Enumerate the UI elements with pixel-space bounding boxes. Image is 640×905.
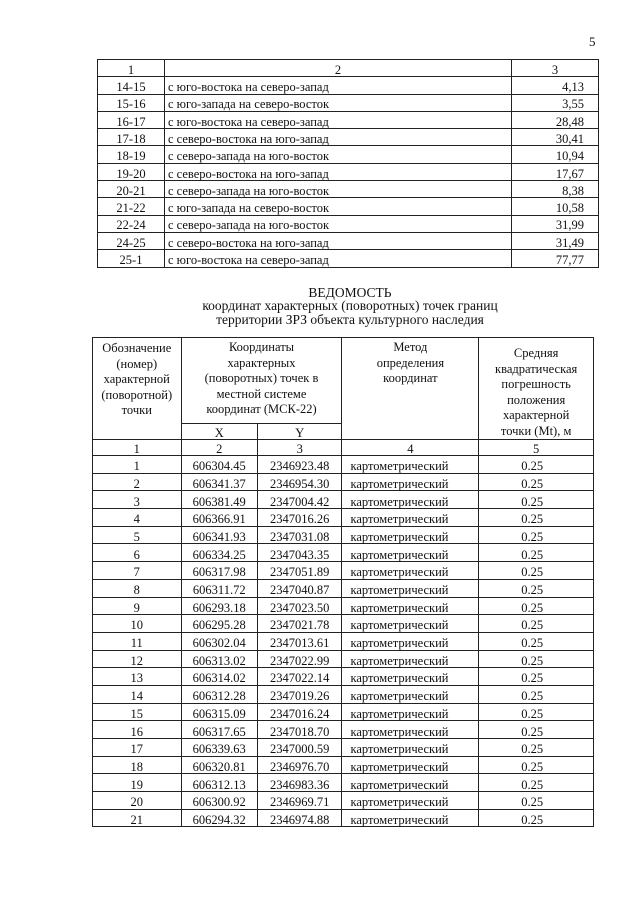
error-cell: 0.25	[479, 473, 594, 491]
table-row	[98, 198, 599, 215]
table-row	[93, 685, 594, 703]
table-row	[98, 163, 599, 180]
length-cell: 31,99	[512, 215, 599, 232]
point-number-cell: 1	[93, 456, 182, 474]
table-row	[98, 94, 599, 111]
table-row	[93, 809, 594, 827]
length-cell: 31,49	[512, 232, 599, 249]
method-cell: картометрический	[342, 597, 479, 615]
header-line: (поворотных) точек в	[204, 371, 319, 385]
point-number-cell: 13	[93, 668, 182, 686]
table-row	[93, 756, 594, 774]
x-coordinate-cell: 606381.49	[181, 491, 257, 509]
y-coordinate-cell: 2347000.59	[257, 739, 342, 757]
coordinates-index-row	[93, 440, 594, 456]
table-row	[93, 739, 594, 757]
point-number-cell: 17	[93, 739, 182, 757]
y-coordinate-cell: 2346923.48	[257, 456, 342, 474]
direction-cell: с юго-запада на северо-восток	[165, 94, 512, 111]
header-line: Координаты	[228, 340, 295, 354]
table-row	[93, 456, 594, 474]
error-cell: 0.25	[479, 650, 594, 668]
method-cell: картометрический	[342, 615, 479, 633]
direction-cell: с юго-востока на северо-запад	[165, 111, 512, 128]
method-cell: картометрический	[342, 721, 479, 739]
segment-cell: 14-15	[98, 77, 165, 94]
table-row	[93, 650, 594, 668]
table-row	[98, 129, 599, 146]
x-coordinate-cell: 606312.13	[181, 774, 257, 792]
method-cell: картометрический	[342, 509, 479, 527]
segment-cell: 17-18	[98, 129, 165, 146]
table-row	[98, 215, 599, 232]
method-cell: картометрический	[342, 650, 479, 668]
header-method	[342, 338, 479, 440]
y-coordinate-cell: 2347031.08	[257, 526, 342, 544]
coordinates-table-body	[93, 338, 594, 827]
index-cell: 1	[93, 440, 182, 456]
method-cell: картометрический	[342, 632, 479, 650]
method-cell: картометрический	[342, 544, 479, 562]
point-number-cell: 14	[93, 685, 182, 703]
point-number-cell: 11	[93, 632, 182, 650]
error-cell: 0.25	[479, 526, 594, 544]
error-cell: 0.25	[479, 579, 594, 597]
index-cell: 2	[181, 440, 257, 456]
table-row	[93, 721, 594, 739]
error-cell: 0.25	[479, 774, 594, 792]
table-row	[93, 632, 594, 650]
point-number-cell: 3	[93, 491, 182, 509]
table-row	[93, 509, 594, 527]
error-cell: 0.25	[479, 491, 594, 509]
y-coordinate-cell: 2347022.14	[257, 668, 342, 686]
header-line: (поворотной)	[101, 387, 173, 402]
method-cell: картометрический	[342, 562, 479, 580]
header-line: местной системе	[216, 386, 307, 401]
error-cell: 0.25	[479, 562, 594, 580]
direction-cell: с юго-востока на северо-запад	[165, 77, 512, 94]
table-row	[93, 526, 594, 544]
x-coordinate-cell: 606314.02	[181, 668, 257, 686]
header-x: X	[181, 424, 257, 440]
x-coordinate-cell: 606334.25	[181, 544, 257, 562]
point-number-cell: 9	[93, 597, 182, 615]
document-subtitle-line-1: координат характерных (поворотных) точек границ	[202, 298, 498, 313]
header-line: координат	[383, 371, 438, 385]
direction-cell: с северо-востока на юго-запад	[165, 129, 512, 146]
x-coordinate-cell: 606366.91	[181, 509, 257, 527]
table-row	[93, 792, 594, 810]
table-row	[93, 473, 594, 491]
directions-table-header-row	[98, 60, 599, 77]
direction-cell: с северо-востока на юго-запад	[165, 163, 512, 180]
length-cell: 10,58	[512, 198, 599, 215]
y-coordinate-cell: 2346976.70	[257, 756, 342, 774]
y-coordinate-cell: 2347051.89	[257, 562, 342, 580]
segment-cell: 24-25	[98, 232, 165, 249]
direction-cell: с северо-запада на юго-восток	[165, 215, 512, 232]
x-coordinate-cell: 606293.18	[181, 597, 257, 615]
error-cell: 0.25	[479, 509, 594, 527]
direction-cell: с северо-запада на юго-восток	[165, 146, 512, 163]
y-coordinate-cell: 2347018.70	[257, 721, 342, 739]
method-cell: картометрический	[342, 739, 479, 757]
length-cell: 28,48	[512, 111, 599, 128]
x-coordinate-cell: 606341.93	[181, 526, 257, 544]
table-row	[93, 491, 594, 509]
point-number-cell: 19	[93, 774, 182, 792]
x-coordinate-cell: 606339.63	[181, 739, 257, 757]
header-coordinates	[181, 338, 342, 424]
y-coordinate-cell: 2347019.26	[257, 685, 342, 703]
directions-table-body	[98, 60, 599, 268]
segment-cell: 16-17	[98, 111, 165, 128]
error-cell: 0.25	[479, 739, 594, 757]
point-number-cell: 2	[93, 473, 182, 491]
direction-cell: с северо-востока на юго-запад	[165, 232, 512, 249]
y-coordinate-cell: 2347040.87	[257, 579, 342, 597]
y-coordinate-cell: 2347021.78	[257, 615, 342, 633]
header-line: точки	[121, 403, 152, 417]
table-row	[93, 668, 594, 686]
x-coordinate-cell: 606317.65	[181, 721, 257, 739]
header-line: положения	[507, 392, 566, 407]
x-coordinate-cell: 606311.72	[181, 579, 257, 597]
length-cell: 10,94	[512, 146, 599, 163]
header-line: Метод	[393, 340, 428, 354]
header-line: характерной	[103, 372, 170, 386]
error-cell: 0.25	[479, 685, 594, 703]
table-row	[93, 562, 594, 580]
table-row	[98, 232, 599, 249]
segment-cell: 19-20	[98, 163, 165, 180]
x-coordinate-cell: 606313.02	[181, 650, 257, 668]
y-coordinate-cell: 2346969.71	[257, 792, 342, 810]
y-coordinate-cell: 2347043.35	[257, 544, 342, 562]
method-cell: картометрический	[342, 685, 479, 703]
index-cell: 4	[342, 440, 479, 456]
segment-cell: 18-19	[98, 146, 165, 163]
length-cell: 3,55	[512, 94, 599, 111]
error-cell: 0.25	[479, 544, 594, 562]
error-cell: 0.25	[479, 809, 594, 827]
x-coordinate-cell: 606304.45	[181, 456, 257, 474]
table-row	[98, 146, 599, 163]
directions-table	[97, 59, 599, 268]
y-coordinate-cell: 2346983.36	[257, 774, 342, 792]
x-coordinate-cell: 606302.04	[181, 632, 257, 650]
x-coordinate-cell: 606341.37	[181, 473, 257, 491]
point-number-cell: 20	[93, 792, 182, 810]
point-number-cell: 5	[93, 526, 182, 544]
y-coordinate-cell: 2347023.50	[257, 597, 342, 615]
method-cell: картометрический	[342, 774, 479, 792]
header-error	[479, 338, 594, 440]
point-number-cell: 8	[93, 579, 182, 597]
header-line: точки (Mt), м	[500, 423, 572, 438]
method-cell: картометрический	[342, 456, 479, 474]
point-number-cell: 21	[93, 809, 182, 827]
point-number-cell: 6	[93, 544, 182, 562]
error-cell: 0.25	[479, 792, 594, 810]
x-coordinate-cell: 606317.98	[181, 562, 257, 580]
document-subtitle-line-2: территории ЗРЗ объекта культурного наследия	[216, 312, 484, 327]
table-row	[93, 703, 594, 721]
point-number-cell: 4	[93, 509, 182, 527]
y-coordinate-cell: 2347004.42	[257, 491, 342, 509]
point-number-cell: 7	[93, 562, 182, 580]
coordinates-header-row	[93, 338, 594, 424]
point-number-cell: 12	[93, 650, 182, 668]
direction-cell: с северо-запада на юго-восток	[165, 181, 512, 198]
table-row	[98, 77, 599, 94]
direction-cell: с юго-востока на северо-запад	[165, 250, 512, 267]
point-number-cell: 16	[93, 721, 182, 739]
index-cell: 3	[257, 440, 342, 456]
header-line: координат (МСК-22)	[206, 402, 317, 416]
table-row	[93, 774, 594, 792]
coordinates-table	[92, 337, 594, 827]
y-coordinate-cell: 2347016.24	[257, 703, 342, 721]
error-cell: 0.25	[479, 456, 594, 474]
document-title: ВЕДОМОСТЬ	[308, 285, 392, 300]
method-cell: картометрический	[342, 703, 479, 721]
header-line: определения	[376, 355, 445, 370]
error-cell: 0.25	[479, 668, 594, 686]
table-row	[98, 250, 599, 267]
table-row	[98, 111, 599, 128]
page-number: 5	[589, 34, 596, 49]
segment-cell: 25-1	[98, 250, 165, 267]
y-coordinate-cell: 2347022.99	[257, 650, 342, 668]
y-coordinate-cell: 2346974.88	[257, 809, 342, 827]
x-coordinate-cell: 606300.92	[181, 792, 257, 810]
point-number-cell: 18	[93, 756, 182, 774]
header-cell: 1	[98, 60, 165, 77]
header-designation	[93, 338, 182, 440]
segment-cell: 20-21	[98, 181, 165, 198]
header-line: Обозначение	[102, 341, 172, 355]
segment-cell: 21-22	[98, 198, 165, 215]
method-cell: картометрический	[342, 792, 479, 810]
y-coordinate-cell: 2347016.26	[257, 509, 342, 527]
header-line: Средняя	[513, 346, 559, 360]
length-cell: 17,67	[512, 163, 599, 180]
direction-cell: с юго-запада на северо-восток	[165, 198, 512, 215]
header-cell: 3	[512, 60, 599, 77]
method-cell: картометрический	[342, 579, 479, 597]
method-cell: картометрический	[342, 526, 479, 544]
error-cell: 0.25	[479, 632, 594, 650]
table-row	[98, 181, 599, 198]
length-cell: 4,13	[512, 77, 599, 94]
y-coordinate-cell: 2346954.30	[257, 473, 342, 491]
x-coordinate-cell: 606320.81	[181, 756, 257, 774]
header-line: характерной	[503, 408, 570, 422]
header-line: характерных	[227, 355, 296, 370]
method-cell: картометрический	[342, 809, 479, 827]
segment-cell: 22-24	[98, 215, 165, 232]
header-line: (номер)	[116, 356, 158, 371]
x-coordinate-cell: 606315.09	[181, 703, 257, 721]
table-row	[93, 597, 594, 615]
error-cell: 0.25	[479, 597, 594, 615]
header-line: погрешность	[501, 377, 571, 391]
table-row	[93, 615, 594, 633]
error-cell: 0.25	[479, 615, 594, 633]
method-cell: картометрический	[342, 491, 479, 509]
segment-cell: 15-16	[98, 94, 165, 111]
table-row	[93, 544, 594, 562]
length-cell: 8,38	[512, 181, 599, 198]
header-cell: 2	[165, 60, 512, 77]
index-cell: 5	[479, 440, 594, 456]
x-coordinate-cell: 606294.32	[181, 809, 257, 827]
header-y: Y	[257, 424, 342, 440]
y-coordinate-cell: 2347013.61	[257, 632, 342, 650]
x-coordinate-cell: 606295.28	[181, 615, 257, 633]
error-cell: 0.25	[479, 756, 594, 774]
method-cell: картометрический	[342, 473, 479, 491]
error-cell: 0.25	[479, 703, 594, 721]
table-row	[93, 579, 594, 597]
method-cell: картометрический	[342, 756, 479, 774]
x-coordinate-cell: 606312.28	[181, 685, 257, 703]
length-cell: 77,77	[512, 250, 599, 267]
method-cell: картометрический	[342, 668, 479, 686]
length-cell: 30,41	[512, 129, 599, 146]
header-line: квадратическая	[495, 361, 578, 376]
error-cell: 0.25	[479, 721, 594, 739]
point-number-cell: 15	[93, 703, 182, 721]
point-number-cell: 10	[93, 615, 182, 633]
